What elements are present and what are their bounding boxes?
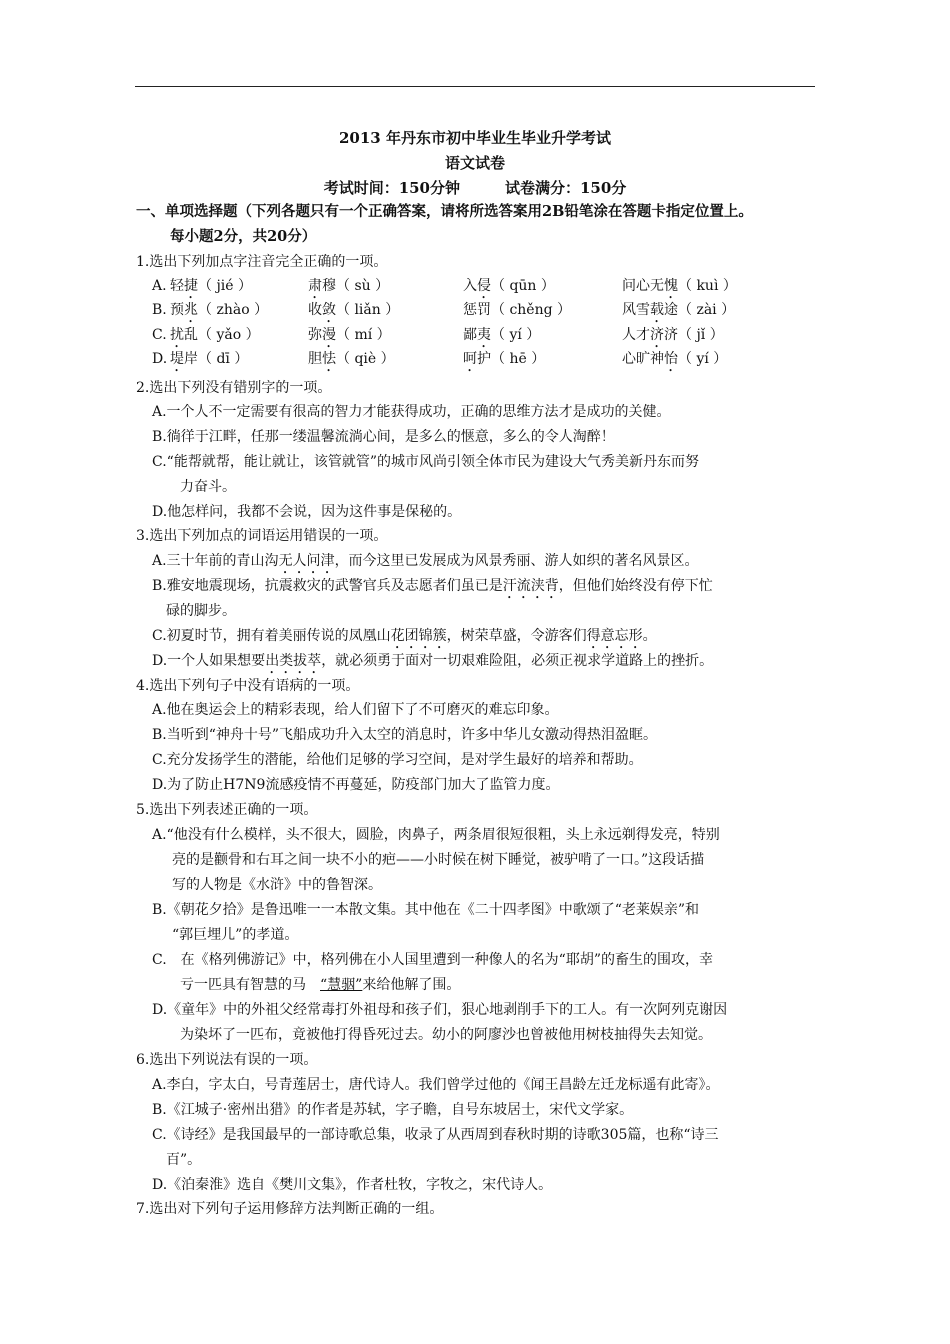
text: 护（ hē ） <box>477 351 546 367</box>
question-4-option-b: B.当听到“神舟十号”飞船成功升入太空的消息时，许多中华儿女激动得热泪盈眶。 <box>152 727 658 743</box>
dotted-character: 兆 <box>184 302 198 318</box>
question-5-option-b-cont: “郭巨埋儿”的孝道。 <box>172 927 299 943</box>
dotted-character: 呵 <box>463 351 477 367</box>
dotted-phrase: 出类拔萃 <box>265 653 322 669</box>
text: （ yí ） <box>491 327 541 343</box>
question-3-option-a <box>152 551 699 577</box>
question-1-option-label: D. <box>152 351 168 367</box>
text: 途（ zài ） <box>664 302 736 318</box>
question-5-option-c: C. 在《格列佛游记》中，格列佛在小人国里遭到一种像人的名为“耶胡”的畜生的围攻，幸 <box>152 952 713 968</box>
question-1-option-label: C. <box>152 327 167 343</box>
header-rule <box>135 86 815 87</box>
question-2-option-c: C.“能帮就帮，能让就让，该管就管”的城市风尚引领全体市民为建设大气秀美新丹东而努 <box>152 454 699 470</box>
text: 收 <box>308 302 322 318</box>
dotted-character: 堤 <box>170 351 184 367</box>
question-1-option-word <box>463 300 571 326</box>
question-2-option-b: B.徜徉于江畔，任那一缕温馨流淌心间，是多么的惬意，多么的令人淘醉！ <box>152 429 615 445</box>
text: 来给他解了围。 <box>362 977 461 993</box>
text: （ liǎn ） <box>336 302 400 318</box>
text: 入 <box>463 278 477 294</box>
text: 心旷神 <box>622 351 664 367</box>
question-1-option-word <box>170 276 252 302</box>
text: D.一个人如果想要 <box>152 653 266 669</box>
dotted-character: 怯 <box>322 351 336 367</box>
question-1-option-word <box>622 276 737 302</box>
text: B.雅安地震现场，抗震救灾的武警官兵及志愿者们虽已是 <box>152 578 503 594</box>
question-1-stem: 1.选出下列加点字注音完全正确的一项。 <box>136 254 388 270</box>
exam-info: 考试时间：150分钟 试卷满分：150分 <box>323 179 627 197</box>
text: （ qūn ） <box>491 278 555 294</box>
question-7-stem: 7.选出对下列句子运用修辞方法判断正确的一组。 <box>136 1201 444 1217</box>
text: A.三十年前的青山沟 <box>152 553 279 569</box>
dotted-character: 漫 <box>322 327 336 343</box>
text: （ yí ） <box>678 351 728 367</box>
dotted-character: 济 <box>650 327 664 343</box>
question-4-option-a: A.他在奥运会上的精彩表现，给人们留下了不可磨灭的难忘印象。 <box>152 702 559 718</box>
question-1-option-word <box>622 349 727 375</box>
question-1-option-word <box>170 349 248 375</box>
question-6-option-b: B.《江城子·密州出猎》的作者是苏轼，字子瞻，自号东坡居士，宋代文学家。 <box>152 1102 634 1118</box>
dotted-character: 载 <box>650 302 664 318</box>
question-1-option-label: B. <box>152 302 167 318</box>
question-6-option-a: A.李白，字太白，号青莲居士，唐代诗人。我们曾学过他的《闻王昌龄左迁龙标遥有此寄》。 <box>152 1077 720 1093</box>
text: 济（ jǐ ） <box>664 327 724 343</box>
text: 乱（ yǎo ） <box>184 327 260 343</box>
text: （ kuì ） <box>678 278 737 294</box>
question-3-stem: 3.选出下列加点的词语运用错误的一项。 <box>136 528 388 544</box>
dotted-phrase: 得意忘形 <box>586 628 643 644</box>
text: 问心无 <box>622 278 664 294</box>
question-5-option-a-cont2: 写的人物是《水浒》中的鲁智深。 <box>172 877 382 893</box>
question-1-option-word <box>308 325 391 351</box>
question-1-option-word <box>622 325 724 351</box>
dotted-phrase: 花团锦簇 <box>390 628 447 644</box>
question-5-option-c-cont <box>180 975 460 995</box>
section-heading-cont: 每小题2分，共20分） <box>170 228 317 245</box>
dotted-character: 肃 <box>308 278 322 294</box>
text: （ zhào ） <box>198 302 269 318</box>
question-5-option-b: B.《朝花夕拾》是鲁迅唯一一本散文集。其中他在《二十四孝图》中歌颂了“老莱娱亲”和 <box>152 902 700 918</box>
question-1-option-word <box>463 276 555 302</box>
question-4-stem: 4.选出下列句子中没有语病的一项。 <box>136 678 360 694</box>
text: 亏一匹具有智慧的马 <box>180 977 320 993</box>
dotted-phrase: 汗流浃背 <box>502 578 559 594</box>
dotted-character: 夷 <box>477 327 491 343</box>
question-1-option-word <box>308 276 389 302</box>
question-3-option-b <box>152 576 713 602</box>
question-2-stem: 2.选出下列没有错别字的一项。 <box>136 380 332 396</box>
question-5-option-d: D.《童年》中的外祖父经常毒打外祖母和孩子们，狠心地剥削手下的工人。有一次阿列克谢因 <box>152 1002 728 1018</box>
text: 惩 <box>463 302 477 318</box>
question-1-option-word <box>170 325 260 351</box>
text: ，就必须勇于面对一切艰难险阻，必须正视求学道路上的挫折。 <box>321 653 714 669</box>
text: （ qiè ） <box>336 351 395 367</box>
question-6-option-d: D.《泊秦淮》选自《樊川文集》，作者杜牧，字牧之，宋代诗人。 <box>152 1177 553 1193</box>
question-5-stem: 5.选出下列表述正确的一项。 <box>136 802 318 818</box>
question-2-option-d: D.他怎样问，我都不会说，因为这件事是保秘的。 <box>152 504 462 520</box>
text: 穆（ sù ） <box>322 278 390 294</box>
dotted-character: 扰 <box>170 327 184 343</box>
question-6-option-c: C.《诗经》是我国最早的一部诗歌总集，收录了从西周到春秋时期的诗歌305篇，也称“诗三 <box>152 1127 719 1143</box>
text: 弥 <box>308 327 322 343</box>
text: 罚（ chěng ） <box>477 302 572 318</box>
text: 鄙 <box>463 327 477 343</box>
question-5-option-a-cont1: 亮的是颧骨和右耳之间一块不小的疤——小时候在树下睡觉，被驴啃了一口。”这段话描 <box>172 852 705 868</box>
question-5-option-a: A.“他没有什么模样，头不很大，圆脸，肉鼻子，两条眉很短很粗，头上永远剃得发亮，特别 <box>152 827 720 843</box>
text: 。 <box>642 628 657 644</box>
text: 轻 <box>170 278 184 294</box>
dotted-character: 敛 <box>322 302 336 318</box>
exam-subtitle: 语文试卷 <box>444 154 505 172</box>
question-5-option-d-cont: 为染坏了一匹布，竟被他打得昏死过去。幼小的阿廖沙也曾被他用树枝抽得失去知觉。 <box>180 1027 712 1043</box>
text: 风雪 <box>622 302 650 318</box>
text: ，而今这里已发展成为风景秀丽、游人如织的著名风景区。 <box>334 553 699 569</box>
dotted-phrase: 无人问津 <box>278 553 335 569</box>
text: （ mí ） <box>336 327 391 343</box>
question-1-option-label: A. <box>152 278 167 294</box>
question-1-option-word <box>463 325 540 351</box>
section-heading: 一、单项选择题（下列各题只有一个正确答案，请将所选答案用2B铅笔涂在答题卡指定位置上。 <box>136 203 753 220</box>
text: C.初夏时节，拥有着美丽传说的凤凰山 <box>152 628 391 644</box>
question-1-option-word <box>622 300 735 326</box>
question-6-stem: 6.选出下列说法有误的一项。 <box>136 1052 318 1068</box>
question-2-option-a: A.一个人不一定需要有很高的智力才能获得成功，正确的思维方法才是成功的关健。 <box>152 404 671 420</box>
underlined-term: “慧骃” <box>320 977 363 993</box>
text: （ jié ） <box>198 278 253 294</box>
dotted-character: 侵 <box>477 278 491 294</box>
question-2-option-c-cont: 力奋斗。 <box>180 479 236 495</box>
question-3-option-d <box>152 651 713 677</box>
text: 胆 <box>308 351 322 367</box>
question-4-option-d: D.为了防止H7N9流感疫情不再蔓延，防疫部门加大了监管力度。 <box>152 777 560 793</box>
question-6-option-c-cont: 百”。 <box>166 1152 202 1168</box>
question-1-option-word <box>463 349 545 375</box>
text: 预 <box>170 302 184 318</box>
exam-title: 2013 年丹东市初中毕业生毕业升学考试 <box>339 129 611 147</box>
dotted-character: 怡 <box>664 351 678 367</box>
question-4-option-c: C.充分发扬学生的潜能，给他们足够的学习空间，是对学生最好的培养和帮助。 <box>152 752 643 768</box>
question-3-option-c <box>152 626 657 652</box>
text: 岸（ dī ） <box>184 351 249 367</box>
dotted-character: 捷 <box>184 278 198 294</box>
text: 人才 <box>622 327 650 343</box>
question-1-option-word <box>308 300 399 326</box>
question-1-option-word <box>308 349 395 375</box>
dotted-character: 愧 <box>664 278 678 294</box>
text: ，但他们始终没有停下忙 <box>558 578 713 594</box>
question-3-option-b-cont: 碌的脚步。 <box>166 603 236 619</box>
question-1-option-word <box>170 300 268 326</box>
text: ，树荣草盛，令游客们 <box>446 628 587 644</box>
